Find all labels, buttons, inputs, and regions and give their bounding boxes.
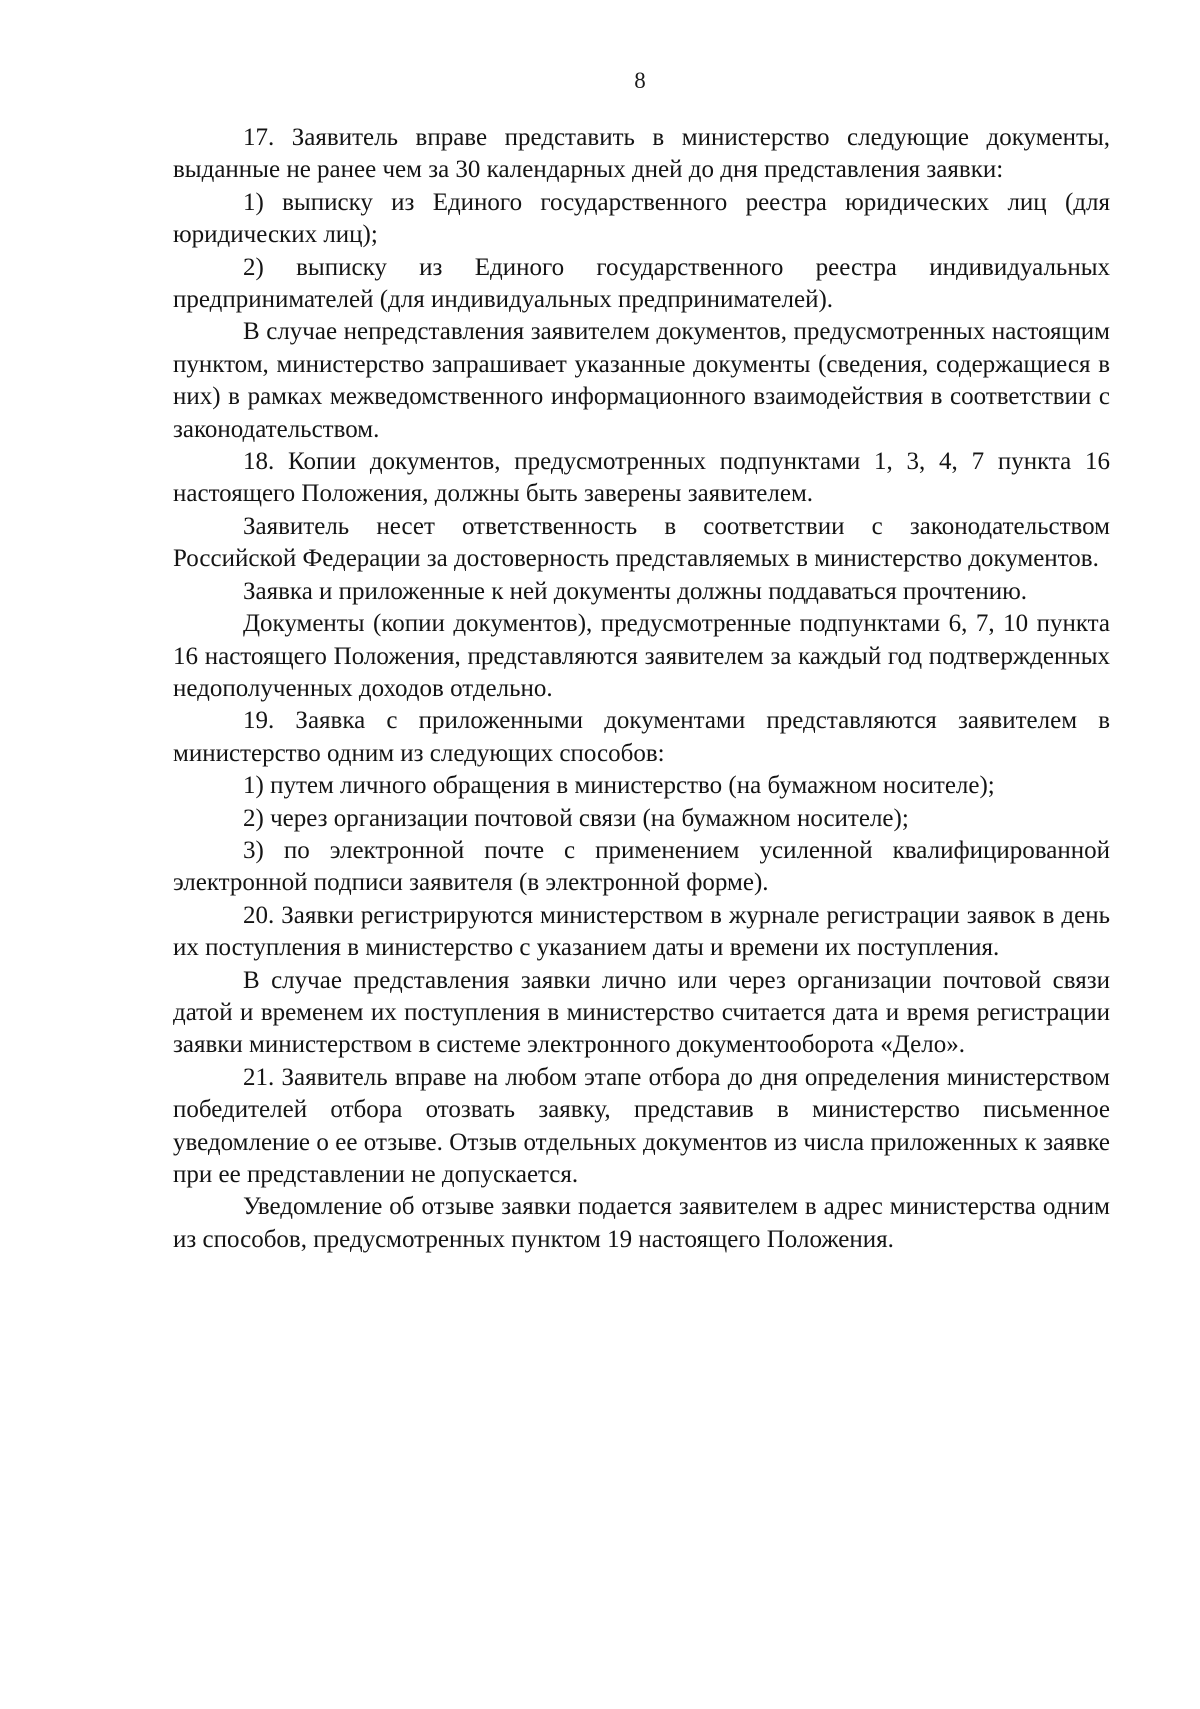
paragraph-19-intro: 19. Заявка с приложенными документами представляются заявителем в министерство одним из следующих способов:	[173, 707, 1110, 767]
paragraph-17-intro: 17. Заявитель вправе представить в министерство следующие документы, выданные не ранее чем за 30 календарных дней до дня представления заявки:	[173, 124, 1110, 184]
paragraph-17-item-2: 2) выписку из Единого государственного реестра индивидуальных предпринимателей (для индивидуальных предпринимателей).	[173, 253, 1110, 314]
paragraph-21-notification: Уведомление об отзыве заявки подается заявителем в адрес министерства одним из способов, предусмотренных пунктом 19 настоящего Положения.	[173, 1193, 1110, 1253]
paragraph-19-item-1: 1) путем личного обращения в министерство (на бумажном носителе);	[243, 772, 995, 800]
paragraph-17-item-1: 1) выписку из Единого государственного реестра юридических лиц (для юридических лиц);	[173, 188, 1110, 249]
paragraph-19-item-3: 3) по электронной почте с применением усиленной квалифицированной электронной подписи заявителя (в электронной форме).	[173, 836, 1110, 897]
paragraph-18-copies: 18. Копии документов, предусмотренных подпунктами 1, 3, 4, 7 пункта 16 настоящего Положения, должны быть заверены заявителем.	[173, 448, 1110, 508]
paragraph-20-registration: 20. Заявки регистрируются министерством в журнале регистрации заявок в день их поступления в министерство с указанием даты и времени их поступления.	[173, 901, 1110, 962]
document-body	[173, 122, 1110, 1256]
paragraph-17-non-submission: В случае непредставления заявителем документов, предусмотренных настоящим пунктом, министерство запрашивает указанные документы (сведения, содержащиеся в них) в рамках межведомственного информационного взаимодействия в соответствии с законодательством.	[173, 318, 1110, 443]
paragraph-19-item-2: 2) через организации почтовой связи (на бумажном носителе);	[243, 804, 909, 832]
paragraph-18-documents-per-year: Документы (копии документов), предусмотренные подпунктами 6, 7, 10 пункта 16 настоящего Положения, представляются заявителем за каждый год подтвержденных недополученных доходов отдельно.	[173, 610, 1110, 702]
paragraph-21-withdrawal: 21. Заявитель вправе на любом этапе отбора до дня определения министерством победителей отбора отозвать заявку, представив в министерство письменное уведомление о ее отзыве. Отзыв отдельных документов из числа приложенных к заявке при ее представлении не допускается.	[173, 1063, 1110, 1188]
paragraph-20-date-time: В случае представления заявки лично или через организации почтовой связи датой и временем их поступления в министерство считается дата и время регистрации заявки министерством в системе электронного документооборота «Дело».	[173, 966, 1110, 1059]
paragraph-18-responsibility: Заявитель несет ответственность в соответствии с законодательством Российской Федерации за достоверность представляемых в министерство документов.	[173, 512, 1110, 573]
paragraph-18-readability: Заявка и приложенные к ней документы должны поддаваться прочтению.	[243, 577, 1028, 605]
page-number: 8	[634, 68, 646, 93]
